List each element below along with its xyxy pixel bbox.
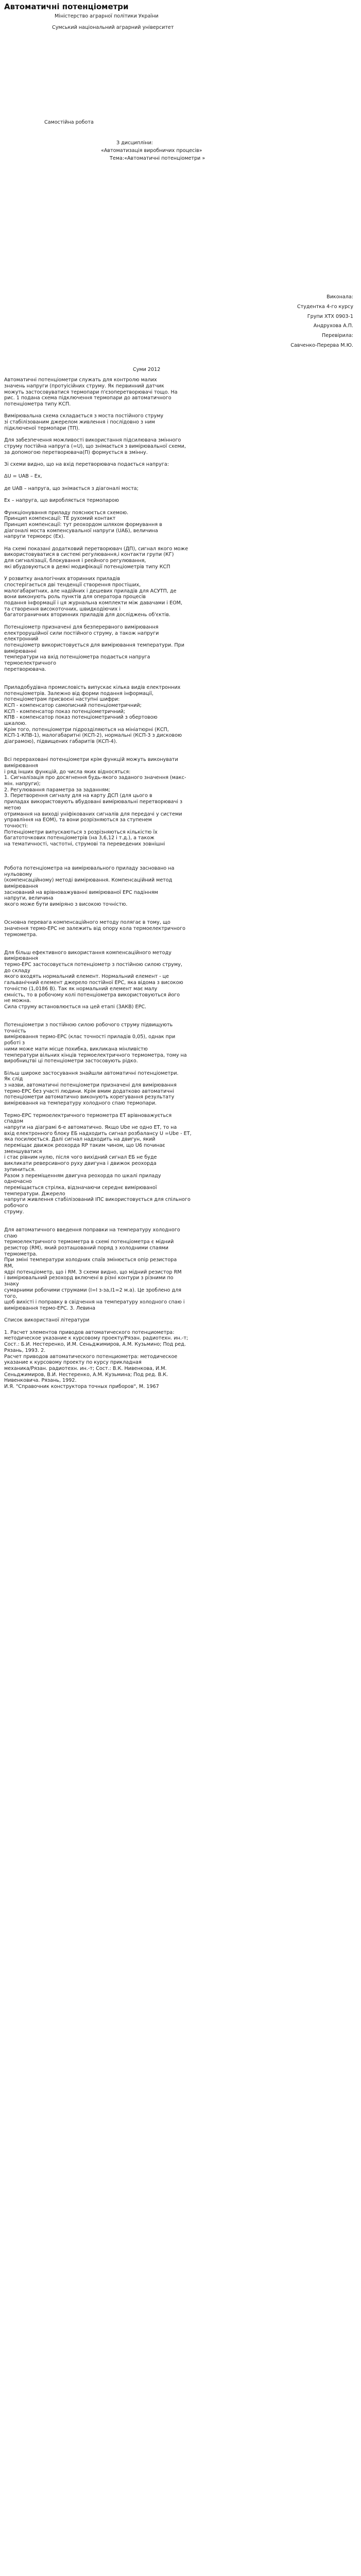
blank-line [4,618,357,624]
text-line: 1. Расчет элементов приводов автоматического потенциометра: [4,1329,175,1335]
text-line: Зі схеми видно, що на вхід перетворювача подається напруга: [4,461,169,467]
text-line: на тематичності, частотні, струмові та переведених зовнішні [4,841,165,848]
text-line: для сигналізації, блокування і реєйного регулювання, [4,558,146,564]
text-line: Сила струму встановлюється на цей етапі (ЗАКВ) ЕРС. [4,1004,147,1010]
blank-line [4,540,357,546]
text-line: температури вільних кінців термоелектричного термометра, тому на [4,1052,187,1058]
text-line: 2. Регулювання параметра за заданням; [4,787,110,793]
text-line: ними може мати місце похибка, викликана мінливістю [4,1046,148,1052]
text-line: сумарними робочими струмами (I=I з-за,I1=2 м.а). Це зроблено для [4,1287,181,1293]
document-body [4,377,357,1390]
text-line: Сеньджимиров, В.И. Нестеренко, А.М. Кузьмина; Под ред. В.К. [4,1371,168,1378]
text-line: струму постійна напруга (=U), що знімається з вимірювальної схеми, [4,443,186,449]
text-line: потенціометрів. Залежно від форми подання інформації, [4,690,153,697]
text-line: вимірюванні [4,648,37,654]
text-line: шкалою. [4,721,27,727]
text-line: значень напруги (протуісійних струму. Як первинний датчик [4,383,164,389]
text-line: термоелектричного [4,660,57,667]
text-line: потенціометр використовується для вимірювання температури. При [4,642,184,648]
text-line: виробництві ці потенціометри застосовують рідко. [4,1058,138,1064]
text-line: роботі з [4,1040,25,1046]
text-line: точністю (1,0186 В). Так як нормальний елемент має малу [4,986,158,992]
text-line: електрорушійної сили постійного струму, а також напруги [4,630,159,636]
text-line: вимірювання [4,883,38,889]
text-line: спаю [4,1233,18,1239]
blank-line [4,853,357,859]
text-line: діаграмою), підвищених габаритів (КСП-4). [4,739,117,745]
title-page [4,13,357,373]
text-line: КПВ - компенсатор показ потенціометричний з обертовою [4,715,158,721]
ministry-line: Міністерство аграрної політики України [55,13,159,19]
discipline-intro-line: З дисципліни: [116,140,153,146]
blank-line [4,848,357,854]
work-kind-line: Самостійна робота [44,120,94,126]
text-line: точність [4,1028,26,1034]
blank-line [4,1010,357,1016]
text-line: потенціометри автоматично виконують корегування результату [4,1094,175,1100]
text-line: рис. 1 подана схема підключення термопари до автоматичного [4,395,171,401]
text-line: вони виконують роль пунктів для оператора процесів [4,594,146,600]
blank-line [4,938,357,944]
text-line: Як слід [4,1076,23,1082]
text-line: На схемі показані додатковий перетворювач (ДП), сигнал якого може [4,546,188,552]
blank-line [4,431,357,437]
text-line: КСП-1-КПВ-1), малогабаритні (КСП-2), нормальні (КСП-3 з дисковою [4,733,182,739]
student-name-line: Андрухова А.П. [313,323,353,329]
text-line: вхід електронного блоку ЕБ надходить сигнал розбалансу U =Ube - ET, [4,1130,192,1137]
blank-line [4,408,357,414]
text-line: Всі перераховані потенціометри крім функцій можуть виконувати [4,757,178,763]
text-line: Принцип компенсації: тут реохордом шляхом формування в [4,521,162,528]
blank-line [4,1221,357,1227]
blank-line [4,751,357,757]
text-line: того, [4,1293,18,1299]
text-line: Приладобудівна промисловість випускає кілька видів електронних [4,684,181,690]
checked-label: Перевірила: [322,333,353,339]
city-year-line: Суми 2012 [133,367,161,373]
text-line: Для більш ефективного використання компенсаційного методу [4,950,171,956]
text-line: RМ, [4,1263,13,1269]
text-line: зменшуватися [4,1148,42,1155]
text-line: робочого [4,1203,28,1209]
blank-line [4,1016,357,1022]
text-line: викликати реверсивного руху двигуна і движок реохорда [4,1161,157,1167]
text-line: резистор (RМ), який розташований поряд з холодними спаями [4,1245,169,1251]
text-line: знаку [4,1281,19,1287]
text-line: і стає рівним нулю, після чого вихідний сигнал ЕБ не буде [4,1155,157,1161]
text-line: заснований на врівноважуванні вимірюваної ЕРС падінням [4,889,158,895]
text-line: Ex – напруга, що виробляється термопарою [4,498,119,504]
text-line: (компенсаційному) методі вимірювання. Компенсаційний метод [4,877,173,884]
text-line: електронний [4,636,39,642]
text-line: спадом [4,1118,24,1125]
text-line: які вбудовуються в деякі модифікації потенціометрів типу КСП [4,564,170,570]
text-line: механика/Рязан. радиотехн. ин.-т; Сост.: В.К. Нивенкова, И.М. [4,1366,167,1371]
text-line: і ряд інших функцій, до числа яких відносяться: [4,769,131,775]
text-line: яка посилюється. Далі сигнал надходить на двигун, який [4,1137,156,1143]
text-line: зі стабілізованим джерелом живлення і послідовно з ним [4,419,155,426]
text-line: багатограничних вторинних приладів для досліджень об'єктів. [4,612,170,618]
text-line: якого може бути виміряно з високою точністю. [4,902,128,908]
text-line: малогабаритних, але надійних і дешевих приладів для АСУТП, де [4,588,177,594]
text-line: де UAB – напруга, що знімається з діагоналі моста; [4,485,139,492]
text-line: термо-ЕРС без участі людини. Крім вмим додатково автоматичні [4,1088,174,1094]
text-line: термометра. [4,1251,38,1257]
text-line: Нивенковича. Рязань, 1992. [4,1378,77,1384]
text-line: гальванічний елемент джерело постійної ЕРС, яка відома з високою [4,980,183,986]
text-line: з назви, автоматичні потенціометри призначені для вимірювання [4,1082,177,1089]
blank-line [4,570,357,577]
blank-line [4,492,357,498]
text-line: мін. напруги); [4,781,41,787]
blank-line [4,1064,357,1071]
text-line: отримання на виході уніфікованих сигналів для передачі у системи [4,811,182,817]
text-line: ємність, то в робочому колі потенціометра використовуються його [4,992,180,998]
text-line: вимірювання [4,762,38,769]
text-line: метою [4,805,21,811]
text-line: напруги термоерс (Ex). [4,534,65,540]
text-line: переміщається стрілка, відзначаючи середнє вимірюваної [4,1184,157,1191]
text-line: Разом з переміщенням двигуна реохорда по шкалі приладу [4,1173,161,1179]
text-line: Сост.: Б.И. Нестеренко, И.М. Сеньджимиров, А.М. Кузьмино; Под ред. [4,1342,186,1348]
text-line: Основна перевага компенсаційного методу полягає в тому, що [4,920,170,926]
text-line: діагоналі моста компенсувальної напруги (UАБ), величина [4,528,158,534]
group-line: Групи ХТХ 0903-1 [307,313,353,319]
text-line: термометра. [4,931,38,938]
blank-line [4,944,357,950]
text-line: одночасно [4,1179,32,1185]
text-line: Автоматичні потенціометри служать для контролю малих [4,377,157,383]
text-line: не можна. [4,998,31,1004]
text-line: вимірювання термо-ЕРС. 3. Левина [4,1306,96,1311]
text-line: і вимірювальний резохорд включені в різні контури з різними по [4,1275,174,1281]
text-line: Для автоматичного введення поправки на температуру холодного [4,1227,180,1233]
blank-line [4,504,357,510]
text-line: При зміні температури холодних спаїв змінюється опір резистора [4,1257,177,1263]
university-line: Сумський національний аграрний університет [52,24,174,30]
blank-line [4,1312,357,1318]
blank-line [4,1324,357,1330]
text-line: вимірювання на температуру холодного спаю термопари. [4,1100,157,1107]
text-line: перетворювача. [4,666,46,672]
text-line: вимірювання термо-ЕРС (клас точності приладів 0,05), однак при [4,1034,176,1040]
text-line: Крім того, потенціометри підрозділяються на мініатюрні (КСП, [4,726,169,733]
text-line: переміщає движок реохорда RP таким чином, що U6 починає [4,1143,165,1149]
text-line: до складу [4,968,30,974]
text-line: якого входять нормальний елемент. Нормальний елемент - це [4,974,169,980]
text-line: 3. Перетворення сигналу для на карту ДСП (для цього в [4,793,152,799]
text-line: потенціометрам присвоєні наступні шифри: [4,697,120,703]
text-line: напруги, величина [4,895,54,902]
text-line: Функціонування приладу пояснюється схемою. [4,510,129,516]
signature-block [4,294,357,348]
text-line: можуть застосовуватися термопари п'єзоперетворювачі тощо. На [4,389,178,395]
text-line: И.Я. "Справочник конструктора точных приборов", М. 1967 [4,1384,159,1390]
text-line: ядрі потенціометр, що і RМ. З схеми видно, що мідний резистор RМ [4,1269,182,1275]
text-line: температури на вхід потенціометра подається напруга [4,654,150,660]
discipline-line: «Автоматизація виробничих процесів» [101,147,202,154]
text-line: Робота потенціометра на вимірювального приладу засновано на [4,865,175,871]
text-line: напруги на діаграмі 6-е автоматично. Якщо Ube не одно ЕТ, то на [4,1124,177,1130]
text-line: ΔU = UAB – Ex, [4,473,42,480]
text-line: щоб вихісті і поправку в свідчення на температуру холодного спаю і [4,1299,185,1306]
text-line: приладах використовують вбудовані вимірювальні перетворювачі з [4,799,183,805]
blank-line [4,679,357,685]
text-line: Вимірювальна схема складається з моста постійного струму [4,413,164,419]
text-line: Список використаної літератури [4,1317,90,1324]
text-line: методическое указание к курсовому проекту/Рязан. радиотехн. ин.-т; [4,1335,188,1342]
blank-line [4,455,357,462]
blank-line [4,745,357,751]
text-line: Рязань, 1993. 2. [4,1347,46,1353]
text-line: КСП - компенсатор показ потенціометричний; [4,708,126,715]
text-line: Потенціометри з постійною силою робочого струму підвищують [4,1022,173,1028]
text-line: управління на ЕОМ), та вони розрізняються за ступенем [4,817,152,823]
text-line: спостерігається дві тенденції створення простіших, [4,582,141,588]
text-line: нульовому [4,871,32,877]
text-line: за допомогою перетворювача(П) формується в змінну. [4,449,148,455]
text-line: Расчет приводов автоматического потенциометра: методическое [4,1353,178,1360]
text-line: Потенціометр призначені для безперервного вимірювання [4,624,159,630]
text-line: 1. Сигналізація про досягнення будь-якого заданого значення (макс- [4,775,186,781]
document-title: Автоматичні потенціометри [4,2,129,11]
text-line: термоелектричного термометра в схемі потенціометра є мідний [4,1239,174,1245]
text-line: потенціометра типу КСП. [4,401,71,407]
text-line: У розвитку аналогічних вторинних приладів [4,576,121,582]
text-line: значення термо-ЕРС не залежить від опору кола термоелектричного [4,925,185,931]
checker-name-line: Савченко-Перерва М.Ю. [290,342,353,348]
text-line: багатоточкових потенціометрів (на 3,6,12 і т.д.), а також [4,835,154,841]
text-line: Потенціометри випускаються з розрізняються кількістю їх [4,829,158,835]
text-line: зупиниться. [4,1166,36,1173]
blank-line [4,480,357,486]
text-line: подання інформації і ця журнальна комплекти між давачами і ЕОМ, [4,600,183,606]
text-line: підключеної термопари (ТП). [4,425,80,431]
blank-line [4,468,357,474]
text-line: КСП - компенсатор самописний потенціометричний; [4,702,142,708]
blank-line [4,672,357,679]
text-line: Для забезпечення можливості використання підсилювача змінного [4,437,181,444]
blank-line [4,913,357,920]
student-line: Студентка 4-го курсу [297,303,353,310]
blank-line [4,1107,357,1113]
text-line: струму. [4,1209,24,1215]
text-line: Принцип компенсації: ТЕ рухомий контакт [4,516,116,522]
text-line: та створення високоточних, швидкодіючих і [4,606,121,612]
text-line: Більш широке застосування знайшли автоматичні потенціометри. [4,1070,179,1076]
blank-line [4,1215,357,1221]
theme-line: Темa:«Автоматичні потенціометри » [110,155,205,161]
text-line: вимірювання [4,956,38,962]
text-line: указание к курсовому проекту по курсу прикладная [4,1360,142,1366]
text-line: термо-ЕРС застосовується потенціометр з постійною силою струму, [4,962,182,968]
text-line: використовуватися в системі регулювання,і контакти групи (КГ) [4,552,174,558]
performed-label: Виконала: [326,294,353,300]
blank-line [4,908,357,914]
text-line: напруги живлення стабілізований ІПС використовується для спільного [4,1197,191,1203]
text-line: точності: [4,823,28,829]
text-line: Термо-ЕРС термоелектричного термометра ЕТ врівноважується [4,1112,172,1118]
blank-line [4,859,357,866]
text-line: температури. Джерело [4,1191,65,1197]
